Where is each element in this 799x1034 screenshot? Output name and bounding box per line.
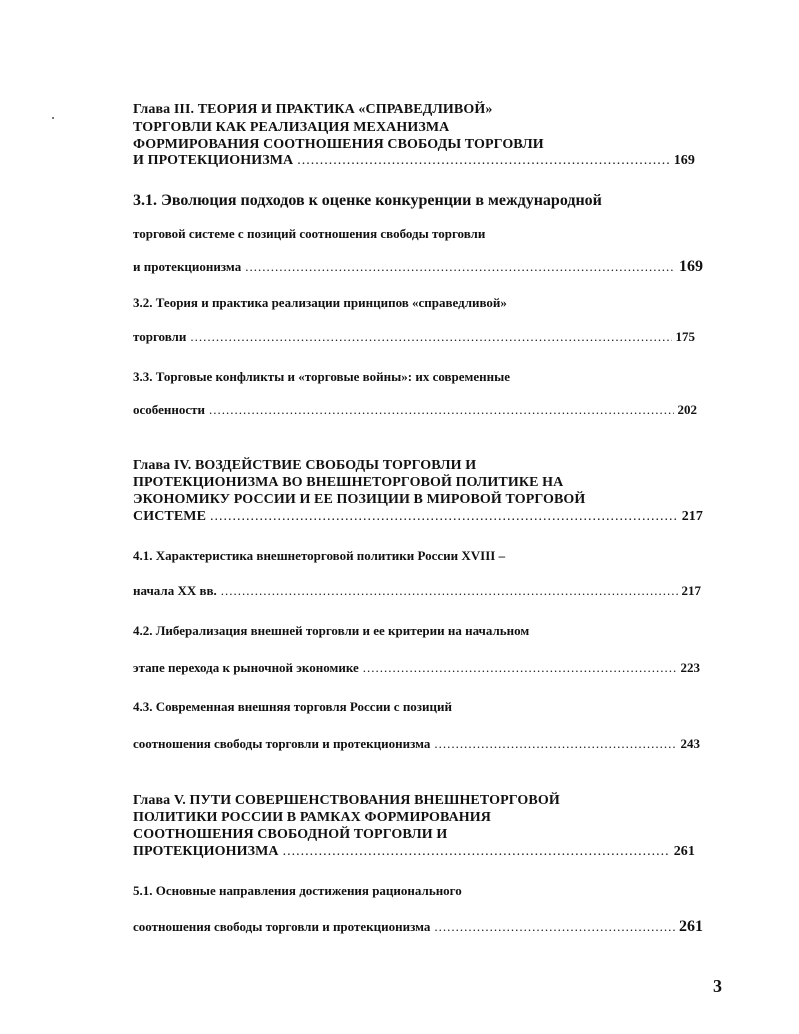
chapter-4-title-line-2: ПРОТЕКЦИОНИЗМА ВО ВНЕШНЕТОРГОВОЙ ПОЛИТИКЕ НА bbox=[133, 475, 564, 490]
toc-entry-chapter-4[interactable] bbox=[133, 510, 703, 524]
section-3-3-line-1[interactable]: 3.3. Торговые конфликты и «торговые войны»: их современные bbox=[133, 369, 511, 384]
toc-entry-section-4-2[interactable] bbox=[133, 661, 700, 674]
section-4-3-line-1[interactable]: 4.3. Современная внешняя торговля России с позиций bbox=[133, 699, 452, 714]
chapter-5-title-line-3: СООТНОШЕНИЯ СВОБОДНОЙ ТОРГОВЛИ И bbox=[133, 827, 448, 842]
section-3-2-page: 175 bbox=[675, 329, 695, 344]
chapter-4-title-line-1: Глава IV. ВОЗДЕЙСТВИЕ СВОБОДЫ ТОРГОВЛИ И bbox=[133, 458, 477, 473]
chapter-5-title-line-2: ПОЛИТИКИ РОССИИ В РАМКАХ ФОРМИРОВАНИЯ bbox=[133, 810, 491, 825]
leader-dots bbox=[434, 920, 675, 933]
leader-dots bbox=[363, 661, 677, 674]
chapter-3-title-line-2: ТОРГОВЛИ КАК РЕАЛИЗАЦИЯ МЕХАНИЗМА bbox=[133, 120, 450, 135]
section-4-3-page: 243 bbox=[680, 736, 700, 751]
chapter-4-page: 217 bbox=[681, 509, 703, 524]
chapter-5-page: 261 bbox=[673, 844, 695, 859]
section-3-1-line-1[interactable]: 3.1. Эволюция подходов к оценке конкуренции в международной bbox=[133, 192, 602, 209]
toc-entry-section-3-3[interactable] bbox=[133, 403, 697, 416]
leader-dots bbox=[190, 330, 671, 343]
toc-entry-section-5-1[interactable] bbox=[133, 919, 703, 935]
section-5-1-page: 261 bbox=[679, 918, 703, 935]
chapter-5-title-line-4: ПРОТЕКЦИОНИЗМА bbox=[133, 844, 279, 859]
section-3-2-line-2: торговли bbox=[133, 329, 187, 344]
section-5-1-line-2: соотношения свободы торговли и протекционизма bbox=[133, 919, 431, 934]
section-3-2-line-1[interactable]: 3.2. Теория и практика реализации принципов «справедливой» bbox=[133, 295, 507, 310]
toc-entry-section-3-2[interactable] bbox=[133, 330, 695, 343]
leader-dots bbox=[283, 845, 670, 859]
section-4-3-line-2: соотношения свободы торговли и протекционизма bbox=[133, 736, 431, 751]
leader-dots bbox=[297, 154, 669, 168]
leader-dots bbox=[245, 260, 675, 273]
section-3-1-line-3: и протекционизма bbox=[133, 259, 242, 274]
section-4-1-page: 217 bbox=[681, 583, 701, 598]
section-3-3-line-2: особенности bbox=[133, 402, 205, 417]
chapter-3-page: 169 bbox=[673, 153, 695, 168]
chapter-3-title-line-3: ФОРМИРОВАНИЯ СООТНОШЕНИЯ СВОБОДЫ ТОРГОВЛИ bbox=[133, 137, 544, 152]
toc-entry-chapter-3[interactable] bbox=[133, 154, 695, 168]
section-4-2-page: 223 bbox=[680, 660, 700, 675]
section-3-3-page: 202 bbox=[677, 402, 697, 417]
section-4-2-line-2: этапе перехода к рыночной экономике bbox=[133, 660, 359, 675]
section-3-1-line-2: торговой системе с позиций соотношения свободы торговли bbox=[133, 226, 486, 241]
section-4-1-line-2: начала XX вв. bbox=[133, 583, 217, 598]
leader-dots bbox=[434, 737, 676, 750]
chapter-3-title-line-1: Глава III. ТЕОРИЯ И ПРАКТИКА «СПРАВЕДЛИВОЙ» bbox=[133, 102, 493, 117]
toc-entry-section-4-1[interactable] bbox=[133, 584, 701, 597]
leader-dots bbox=[210, 510, 678, 524]
section-5-1-line-1[interactable]: 5.1. Основные направления достижения рационального bbox=[133, 883, 462, 898]
leader-dots bbox=[209, 403, 674, 416]
toc-entry-section-3-1[interactable] bbox=[133, 259, 703, 275]
chapter-5-title-line-1: Глава V. ПУТИ СОВЕРШЕНСТВОВАНИЯ ВНЕШНЕТОРГОВОЙ bbox=[133, 793, 560, 808]
chapter-4-title-line-4: СИСТЕМЕ bbox=[133, 509, 207, 524]
chapter-3-title-line-4: И ПРОТЕКЦИОНИЗМА bbox=[133, 153, 294, 168]
section-4-1-line-1[interactable]: 4.1. Характеристика внешнеторговой политики России XVIII – bbox=[133, 548, 506, 563]
scan-speck bbox=[52, 117, 54, 119]
section-4-2-line-1[interactable]: 4.2. Либерализация внешней торговли и ее критерии на начальном bbox=[133, 623, 530, 638]
section-3-1-page: 169 bbox=[679, 258, 703, 275]
toc-entry-chapter-5[interactable] bbox=[133, 845, 695, 859]
page-number: 3 bbox=[713, 976, 722, 996]
chapter-4-title-line-3: ЭКОНОМИКУ РОССИИ И ЕЕ ПОЗИЦИИ В МИРОВОЙ ТОРГОВОЙ bbox=[133, 492, 586, 507]
toc-entry-section-4-3[interactable] bbox=[133, 737, 700, 750]
leader-dots bbox=[221, 584, 678, 597]
